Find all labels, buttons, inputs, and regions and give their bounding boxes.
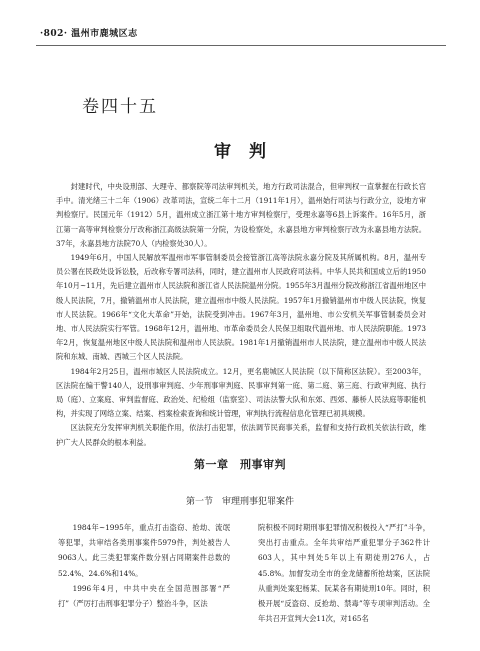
section-title-main: 审判 [214, 142, 284, 162]
chapter-section-title: 第一节 审理刑事犯罪案件 [185, 497, 294, 507]
column-paragraph: 院积极不同时期刑事犯罪情况积极投入“严打”斗争，突出打击重点。全年共审结严重犯罪分子362件计603人，其中判处5年以上有期徒刑276人，占45.8%。加督发动全市的金龙储蓄所抢劫案，区法院从重判处案犯杨某、阮某各有期徒刑10年。同时，积极开展“反盗窃、反抢劫、禁毒”等专项审判活动。全年共召开宣判大会11次，对165名 [258, 523, 430, 624]
intro-paragraph: 区法院充分发挥审判机关职能作用，依法打击犯罪，依法调节民商事关系，监督和支持行政机关依法行政，维护广大人民群众的根本利益。 [56, 423, 426, 447]
right-column [258, 520, 430, 626]
running-head: ·802· 温州市鹿城区志 [40, 29, 138, 39]
volume-title: 卷四十五 [82, 97, 158, 117]
left-column [58, 520, 230, 611]
chapter-title: 第一章 刑事审判 [194, 458, 286, 471]
intro-paragraph: 1984年2月25日，温州市城区人民法院成立。12月，更名鹿城区人民法院（以下简称区法院）。至2003年，区法院在编干警140人，设刑事审判庭、少年刑事审判庭、民事审判第一庭、第二庭、第三庭、行政审判庭、执行局（庭）、立案庭、审判监督庭、政治处、纪检组（监察室）、司法法警大队和东郊、西郊、藤桥人民法庭等职能机构，并实现了网络立案、结案、档案检索查询和统计管理，审判执行流程信息化管理已初具规模。 [56, 366, 426, 419]
intro-paragraph: 1949年6月，中国人民解放军温州市军事管制委员会接管浙江高等法院永嘉分院及其所属机构。8月，温州专员公署在民政处设诉讼股，后改称专署司法科，同时，建立温州市人民政府司法科。中华人民共和国成立后的1950年10月~11月，先后建立温州市人民法院和浙江省人民法院温州分院。1955年3月温州分院改称浙江省温州地区中级人民法院，7月，撤销温州市人民法院，建立温州市中级人民法院。1957年1月撤销温州市中级人民法院，恢复市人民法院。1966年“文化大革命”开始，法院受到冲击。1967年3月，温州地、市公安机关军事管制委员会对地、市人民法院实行军管。1968年12月，温州地、市革命委员会人民保卫组取代温州地、市人民法院职能。1973年2月，恢复温州地区中级人民法院和温州市人民法院。1981年1月撤销温州市人民法院，建立温州市中级人民法院和东城、南城、西城三个区人民法院。 [56, 253, 426, 362]
header-rule [36, 45, 446, 46]
column-paragraph: 1996年4月，中共中央在全国范围部署“严打”（严厉打击刑事犯罪分子）整治斗争，区法 [58, 583, 230, 609]
intro-text [56, 180, 426, 450]
column-paragraph: 1984年~1995年，重点打击盗窃、抢劫、流氓等犯罪，共审结各类刑事案件5979件，判处被告人9063人。此三类犯罪案件数分别占同期案件总数的52.4%、24.6%和14%。 [58, 523, 230, 578]
intro-paragraph: 封建时代，中央设刑部、大理寺、都察院等司法审判机关，地方行政司法混合，但审判权一直掌握在行政长官手中。清光绪三十二年（1906）改革司法，宣统二年十二月（1911年1月），温州始行司法与行政分立，设地方审判检察厅。民国元年（1912）5月，温州成立浙江第十地方审判检察厅，受理永嘉等6县上诉案件。16年5月，浙江第一高等审判检察分厅改称浙江高级法院第一分院，为设检察处，永嘉县地方审判检察厅改为永嘉县地方法院。37年，永嘉县地方法院70人（内检察处30人）。 [56, 182, 426, 248]
